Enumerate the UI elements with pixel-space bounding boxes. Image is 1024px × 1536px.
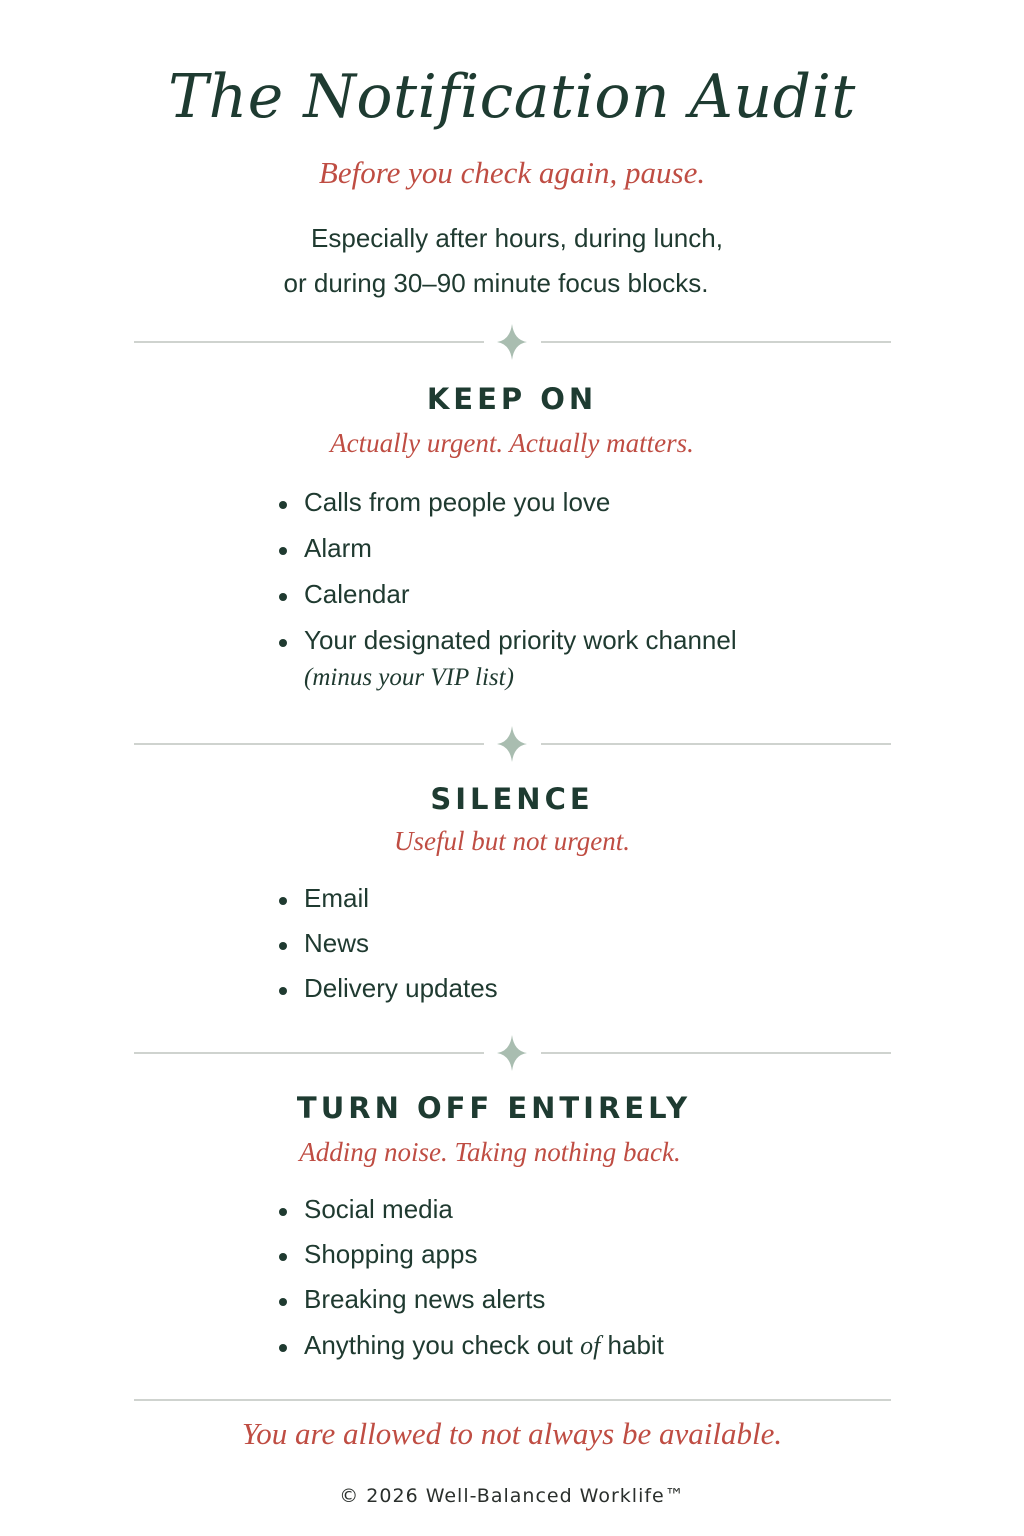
list-item: Social media [276,1194,664,1239]
section-heading-silence: SILENCE [430,782,594,816]
page-subtitle: Before you check again, pause. [318,155,706,190]
keep-on-list [276,487,737,692]
list-item [276,1330,664,1361]
list-item: Email [276,883,498,928]
list-item-text: Your designated priority work channel [304,625,737,655]
section-tagline-keep-on: Actually urgent. Actually matters. [330,428,694,458]
intro-line-2: or during 30–90 minute focus blocks. [283,268,709,298]
list-item: Shopping apps [276,1239,664,1284]
closing-statement: You are allowed to not always be available. [241,1416,783,1451]
intro-line-1: Especially after hours, during lunch, [311,223,723,253]
intro-text [0,216,1024,306]
copyright-footer: © 2026 Well-Balanced Worklife™ [339,1485,685,1507]
list-item: Alarm [276,533,737,579]
list-item: Calls from people you love [276,487,737,533]
page-title: The Notification Audit [168,62,856,132]
closing-divider [134,1385,891,1415]
list-item-text-start: Anything you check out [304,1330,581,1360]
section-heading-turn-off: TURN OFF ENTIRELY [296,1091,692,1125]
section-tagline-turn-off: Adding noise. Taking nothing back. [299,1137,681,1167]
list-item [276,625,737,692]
section-divider [134,327,891,357]
silence-list [276,883,498,1018]
section-divider [134,1038,891,1068]
list-item: Delivery updates [276,973,498,1018]
list-item: Breaking news alerts [276,1284,664,1330]
list-item-text-end: habit [600,1330,664,1360]
section-tagline-silence: Useful but not urgent. [394,826,630,856]
turn-off-list [276,1194,664,1361]
four-point-star-icon [497,324,527,360]
section-heading-keep-on: KEEP ON [426,382,598,416]
list-item: News [276,928,498,973]
list-item-note: (minus your VIP list) [304,664,514,691]
four-point-star-icon [497,1035,527,1071]
list-item: Calendar [276,579,737,625]
four-point-star-icon [497,726,527,762]
list-item-text-italic: of [580,1331,601,1360]
section-divider [134,729,891,759]
